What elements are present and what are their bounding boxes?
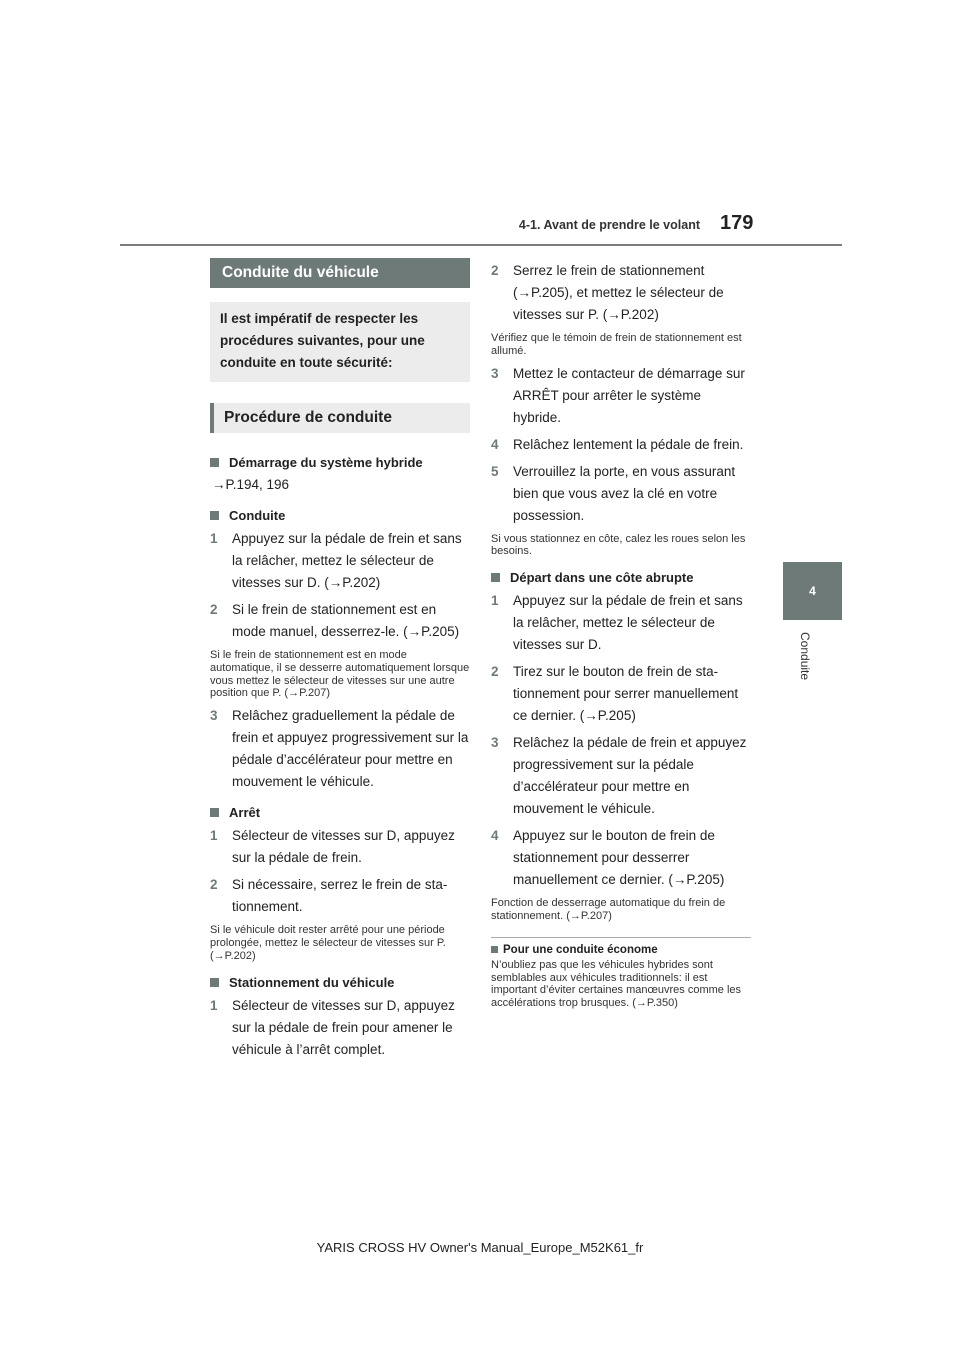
step-item [491, 590, 751, 656]
chapter-number: 4 [809, 584, 816, 598]
step-number: 3 [491, 735, 499, 751]
step-number: 1 [210, 531, 218, 546]
step-number: 3 [210, 708, 218, 724]
step-text: Sélecteur de vitesses sur D, appuyez sur la pédale de frein. [232, 828, 455, 866]
left-column [210, 258, 470, 1061]
square-bullet-icon [210, 978, 219, 987]
step-number: 3 [491, 365, 499, 381]
note: Vérifiez que le témoin de frein de stationnement est allumé. [491, 332, 742, 357]
step-number: 2 [210, 877, 218, 893]
step-item [491, 461, 751, 527]
step-text: Mettez le contacteur de démarrage sur ARRÊT pour arrêter le système hybride. [513, 365, 745, 425]
step-text: Relâchez lentement la pédale de frein. [513, 436, 744, 452]
step-number: 4 [491, 828, 499, 844]
step-text: Appuyez sur la pédale de frein et sans la relâcher, mettez le sélecteur de vitesses sur D. [513, 593, 743, 653]
step-list [491, 260, 751, 326]
page-number: 179 [720, 212, 754, 234]
step-number: 2 [491, 263, 499, 278]
section-heading: Stationnement du véhicule [210, 975, 470, 990]
square-bullet-icon [210, 458, 219, 467]
step-item [210, 874, 470, 918]
step-list [210, 705, 470, 793]
step-item [491, 260, 751, 326]
square-bullet-icon [210, 511, 219, 520]
step-number: 1 [210, 828, 218, 844]
step-text: Appuyez sur le bouton de frein de stationnement pour desserrer manuellement ce dernier. (→P.205) [513, 828, 725, 888]
step-text: Si le frein de stationnement est en mode manuel, desserrez-le. (→P.205) [232, 602, 460, 639]
step-number: 2 [210, 602, 218, 617]
step-item [210, 599, 470, 643]
subheading: Procédure de conduite [210, 403, 470, 433]
step-list [491, 363, 751, 527]
square-bullet-icon [491, 946, 498, 953]
step-list [491, 590, 751, 891]
square-bullet-icon [491, 573, 500, 582]
note: Si vous stationnez en côte, calez les roues selon les besoins. [491, 532, 746, 558]
section-heading: Arrêt [210, 805, 470, 820]
step-text: Si nécessaire, serrez le frein de stationnement. [232, 877, 448, 915]
step-text: Serrez le frein de stationnement (→P.205), et mettez le sélecteur de vitesses sur P. (→P.202) [513, 263, 724, 322]
step-item [210, 995, 470, 1061]
step-number: 5 [491, 463, 499, 479]
chapter-label: Conduite [798, 632, 812, 681]
eco-note [491, 937, 751, 1010]
step-item [491, 732, 751, 820]
step-item [210, 528, 470, 594]
step-number: 1 [210, 997, 218, 1013]
right-column [491, 255, 751, 1010]
step-text: Tirez sur le bouton de frein de stationnement pour serrer manuellement ce dernier. (→P.205) [513, 664, 739, 724]
step-list [210, 528, 470, 643]
section-heading: Démarrage du système hybride [210, 455, 470, 470]
note: Si le frein de stationnement est en mode automatique, il se desserre automatiquement lorsque vous mettez le sélecteur de vitesses sur une autre position que P. (→P.207) [210, 649, 470, 700]
step-number: 4 [491, 436, 499, 452]
step-item [491, 661, 751, 727]
step-item [210, 705, 470, 793]
step-text: Relâchez la pédale de frein et appuyez progressivement sur la pédale d’accélérateur pour mettre en mouvement le véhicule. [513, 735, 747, 817]
step-item [491, 363, 751, 429]
step-text: Sélecteur de vitesses sur D, appuyez sur la pédale de frein pour amener le véhicule à l’arrêt complet. [232, 997, 455, 1057]
step-item [210, 825, 470, 869]
step-text: Relâchez graduellement la pédale de frein et appuyez progressivement sur la pédale d’accélérateur pour mettre en mouvement le véhicule. [232, 708, 469, 790]
step-list [210, 995, 470, 1061]
page-reference[interactable]: →P.194, 196 [212, 477, 290, 492]
section-title: 4-1. Avant de prendre le volant [518, 218, 700, 232]
chapter-tab[interactable] [783, 562, 842, 620]
step-list [210, 825, 470, 918]
note: Fonction de desserrage automatique du frein de stationnement. (→P.207) [491, 897, 726, 922]
step-item [491, 825, 751, 891]
section-heading: Conduite [210, 508, 470, 523]
footer-text: YARIS CROSS HV Owner's Manual_Europe_M52K61_fr [316, 1240, 644, 1255]
intro-box: Il est impératif de respecter les procédures suivantes, pour une conduite en toute sécurité: [210, 302, 470, 382]
section-heading: Départ dans une côte abrupte [491, 570, 751, 585]
step-number: 2 [491, 664, 499, 680]
note: Si le véhicule doit rester arrêté pour une période prolongée, mettez le sélecteur de vitesses sur P. (→P.202) [210, 924, 446, 962]
step-text: Verrouillez la porte, en vous assurant bien que vous avez la clé en votre possession. [513, 463, 736, 523]
square-bullet-icon [210, 808, 219, 817]
step-item [491, 434, 751, 456]
eco-note-text: N’oubliez pas que les véhicules hybrides sont semblables aux véhicules traditionnels: il est important d’éviter certaines manœuvres comme les accélérations trop brusques. (→P.350) [491, 958, 742, 1010]
eco-note-title: Pour une conduite économe [491, 944, 751, 956]
step-number: 1 [491, 593, 499, 609]
main-heading: Conduite du véhicule [210, 258, 470, 288]
step-text: Appuyez sur la pédale de frein et sans la relâcher, mettez le sélecteur de vitesses sur D. (→P.202) [232, 531, 462, 590]
header-rule [120, 244, 842, 246]
